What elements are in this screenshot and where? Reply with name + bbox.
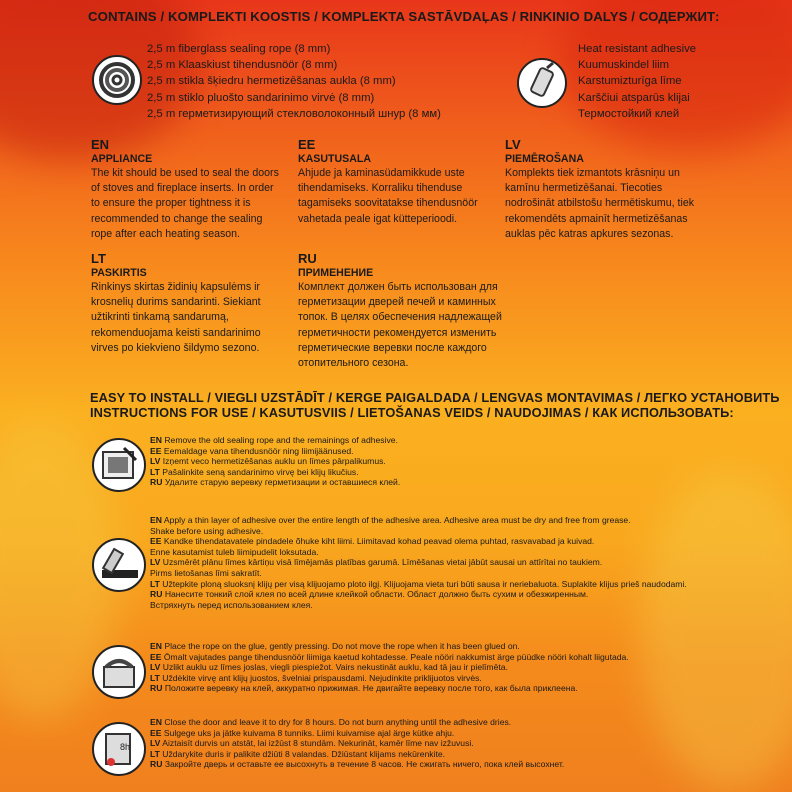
section-text: Комплект должен быть использован для герметизации дверей печей и каминных топок. В целях обеспечения надлежащей герметичности рекомендуется изменить герметические веревки после каждого отопительного сезона. [298,281,502,370]
rope-coil-icon [92,55,142,105]
step-line: EE Ōmalt vajutades pange tihendusnöör liimiga kaetud kohtadesse. Peale nööri nakkumist ärge püüdke nööri kohalt liigutada. [150,651,629,662]
step-line: RU Положите веревку на клей, аккуратно прижимая. Не двигайте веревку после того, как была приклеена. [150,683,578,694]
step-line: LV Uzsmērēt plānu līmes kārtiņu visā līmējamās platības garumā. Līmēšanas vietai jābūt sausai un attīrītai no taukiem. [150,557,603,568]
section-title: PIEMĒROŠANA [505,153,584,165]
section-title: ПРИМЕНЕНИЕ [298,267,374,279]
install-header: EASY TO INSTALL / VIEGLI UZSTĀDĪT / KERGE PAIGALDADA / LENGVAS MONTAVIMAS / ЛЕГКО УСТАНОВИТЬ [90,390,780,405]
appliance-ru [298,251,503,371]
section-text: Komplekts tiek izmantots krāsniņu un kamīnu hermetizēšanai. Tiecoties nodrošināt atbilstošu hermētiskumu, tiek rekomendēts apmainīt hermetizēšanas auklas pēc katras apkures sezonas. [505,167,695,240]
adhesive-line: Kuumuskindel liim [578,59,670,72]
apply-adhesive-icon [92,538,146,592]
section-text: Rinkinys skirtas židinių kapsulėms ir krosnelių durims sandarinti. Siekiant užtikrinti tinkamą sandarumą, rekomenduojama keisti sandarinimo virves po kiekvieno šildymo sezono. [91,281,261,354]
step-line: LV Izņemt veco hermetizēšanas auklu un līmes pārpalikumus. [150,456,386,467]
step-line: LT Pašalinkite seną sandarinimo virvę bei klijų likučius. [150,466,359,477]
rope-line: 2,5 m Klaaskiust tihendusnöör (8 mm) [147,59,338,72]
section-text: The kit should be used to seal the doors of stoves and fireplace inserts. In order to ensure the proper tightness it is recommended to change the sealing rope after each heating season. [91,167,279,240]
step-3-text [150,641,629,694]
section-title: APPLIANCE [91,153,153,165]
svg-text:8h: 8h [120,742,131,752]
rope-line: 2,5 m fiberglass sealing rope (8 mm) [147,43,331,55]
step-line: EN Close the door and leave it to dry for 8 hours. Do not burn anything until the adhesive dries. [150,717,512,727]
step-line: EN Remove the old sealing rope and the remainings of adhesive. [150,435,398,445]
step-1-text [150,435,400,488]
step-line: Pirms lietošanas līmi sakratīt. [150,567,262,578]
rope-line: 2,5 m stiklo pluošto sandarinimo virvė (8 mm) [147,91,375,104]
step-line: LV Aiztaisīt durvis un atstāt, lai izžūst 8 stundām. Nekurināt, kamēr līme nav izžuvusi. [150,738,474,749]
close-door-icon [92,722,146,776]
language-code: LV [505,137,521,152]
step-line: LT Užtepkite ploną sluoksnį klijų per visą klijuojamo ploto ilgį. Klijuojama vieta turi būti sausa ir neriebaluota. Suplakite klijus prieš naudodami. [150,578,687,589]
language-code: EN [91,137,110,152]
step-line: RU Удалите старую веревку герметизации и оставшиеся клей. [150,477,401,488]
instructions-header: INSTRUCTIONS FOR USE / KASUTUSVIIS / LIETOŠANAS VEIDS / NAUDOJIMAS / КАК ИСПОЛЬЗОВАТЬ: [90,405,734,420]
section-title: PASKIRTIS [91,267,147,279]
adhesive-contents-list [578,41,696,122]
section-title: KASUTUSALA [298,153,371,165]
step-line: Enne kasutamist tuleb liimipudelit loksutada. [150,546,319,557]
step-line: LT Uždarykite duris ir palikite džiūti 8 valandas. Džiūstant klijams nekūrenkite. [150,748,446,759]
step-line: RU Нанесите тонкий слой клея по всей длине клейкой области. Област должно быть сухим и обезжиренным. [150,589,589,600]
adhesive-line: Heat resistant adhesive [578,43,697,55]
step-line: LV Uzlikt auklu uz līmes joslas, viegli piespiežot. Vairs nekustināt auklu, kad tā jau ir pielīmēta. [150,662,508,673]
language-code: RU [298,251,317,266]
appliance-lv [505,137,700,242]
appliance-en [91,137,283,242]
step-line: EE Eemaldage vana tihendusnöör ning liimijäänused. [150,445,354,456]
appliance-ee [298,137,493,227]
contains-header: CONTAINS / KOMPLEKTI KOOSTIS / KOMPLEKTA SASTĀVDAĻAS / RINKINIO DALYS / СОДЕРЖИТ: [88,9,720,24]
step-line: Встряхнуть перед использованием клея. [150,599,313,610]
remove-rope-icon [92,438,146,492]
step-2-text [150,515,687,610]
adhesive-tube-icon [517,58,567,108]
step-line: LT Uždėkite virvę ant klijų juostos, švelniai prispausdami. Nejudinkite priklijuotos virvės. [150,672,482,683]
language-code: LT [91,251,106,266]
step-line: EN Apply a thin layer of adhesive over the entire length of the adhesive area. Adhesive area must be dry and free from grease. [150,515,631,525]
language-code: EE [298,137,316,152]
appliance-lt [91,251,283,356]
rope-contents-list [147,41,441,122]
step-line: RU Закройте дверь и оставьте ее высохнуть в течение 8 часов. Не сжигать ничего, пока клей высохнет. [150,759,565,770]
step-4-text [150,717,564,770]
step-line: EE Sulgege uks ja jätke kuivama 8 tunniks. Liimi kuivamise ajal ärge kütke ahju. [150,727,455,738]
adhesive-line: Термостойкий клей [578,107,680,120]
step-line: EE Kandke tihendatavatele pindadele õhuke kiht liimi. Liimitavad kohad peavad olema puhtad, rasvavabad ja kuivad. [150,536,595,547]
step-line: Shake before using adhesive. [150,525,264,536]
press-rope-icon [92,645,146,699]
adhesive-line: Karstumizturīga līme [578,75,682,88]
step-line: EN Place the rope on the glue, gently pressing. Do not move the rope when it has been glued on. [150,641,520,651]
adhesive-line: Karščiui atsparūs klijai [578,91,690,104]
section-text: Ahjude ja kaminasüdamikkude uste tihendamiseks. Korraliku tihenduse tagamiseks soovitatakse tihendusnöör vahetada peale igat kütteperioodi. [298,167,478,225]
rope-line: 2,5 m герметизирующий стекловолоконный шнур (8 мм) [147,107,441,120]
rope-line: 2,5 m stikla šķiedru hermetizēšanas aukla (8 mm) [147,75,396,88]
